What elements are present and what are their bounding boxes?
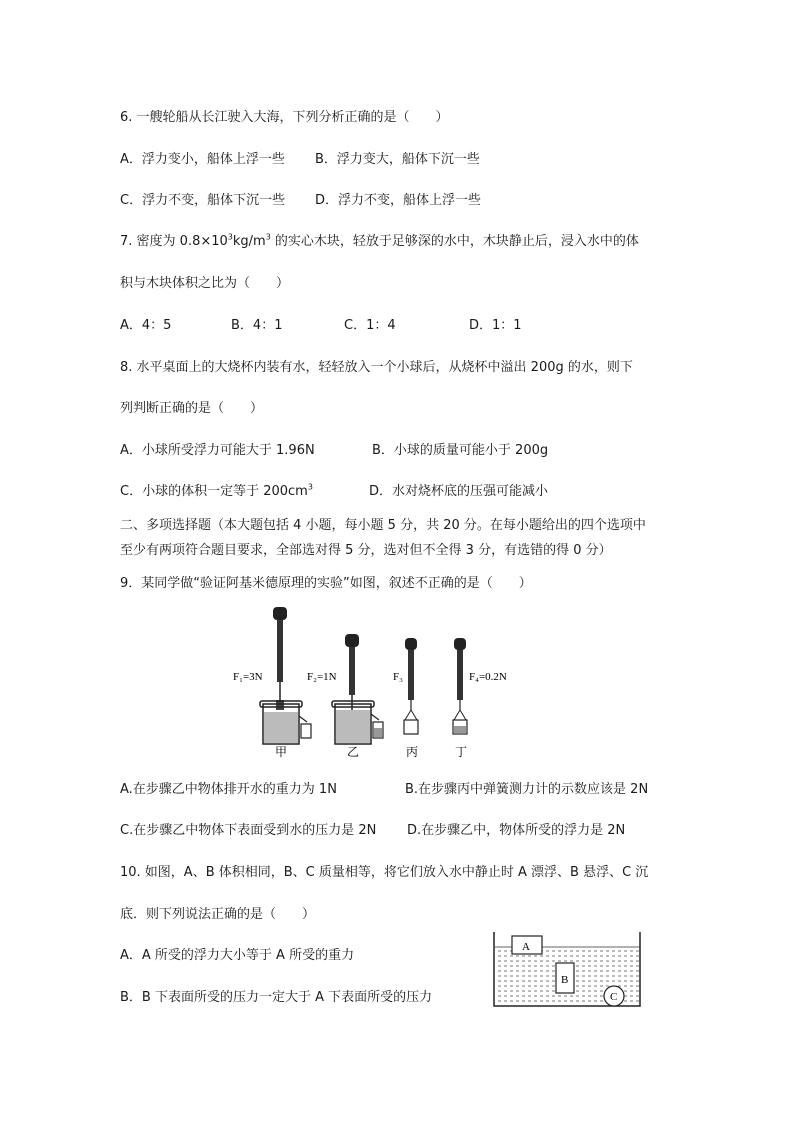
q8-option-b: B．小球的质量可能小于 200g — [372, 443, 549, 458]
q7-option-c: C．1：4 — [344, 318, 396, 333]
q6-option-a: A．浮力变小，船体上浮一些 — [120, 152, 285, 167]
q7-stem-rest: 的实心木块，轻放于足够深的水中，木块静止后，浸入水中的体 — [270, 234, 639, 249]
label-f2: F₂=1N — [307, 671, 337, 683]
label-jia: 甲 — [275, 745, 288, 759]
q7-option-b: B．4：1 — [231, 318, 283, 333]
q7-stem-unit: kg/m — [232, 234, 266, 249]
q7-exponent: 3 — [265, 232, 271, 242]
q8-option-a: A．小球所受浮力可能大于 1.96N — [120, 443, 315, 458]
section2-heading-line2: 至少有两项符合题目要求，全部选对得 5 分，选对但不全得 3 分，有选错的得 0 分） — [120, 543, 612, 558]
q7-stem — [120, 233, 639, 251]
label-f1: F₁=3N — [233, 671, 263, 683]
q9-figure — [225, 604, 525, 759]
q9-option-a: A.在步骤乙中物体排开水的重力为 1N — [120, 782, 337, 797]
q6-option-d: D．浮力不变，船体上浮一些 — [315, 193, 482, 208]
q9-option-c: C.在步骤乙中物体下表面受到水的压力是 2N — [120, 823, 377, 838]
scale-jia — [260, 607, 311, 744]
label-f3: F₃ — [393, 671, 403, 683]
q10-stem-line2: 底．则下列说法正确的是（ ） — [120, 907, 316, 922]
q7-stem-line2: 积与木块体积之比为（ ） — [120, 276, 290, 291]
q10-option-b: B．B 下表面所受的压力一定大于 A 下表面所受的压力 — [120, 990, 433, 1005]
section2-heading-line1: 二、多项选择题（本大题包括 4 小题，每小题 5 分，共 20 分。在每小题给出的四个选项中 — [120, 518, 646, 533]
label-f4: F₄=0.2N — [469, 671, 507, 683]
q7-option-d: D．1：1 — [469, 318, 522, 333]
q10-figure — [492, 929, 642, 1009]
label-c: C — [610, 991, 618, 1003]
q8-exponent: 3 — [307, 482, 313, 492]
q6-stem: 6. 一艘轮船从长江驶入大海，下列分析正确的是（ ） — [120, 110, 449, 125]
q8-option-c-text: C．小球的体积一定等于 200cm — [120, 484, 308, 499]
scale-bing — [404, 638, 418, 734]
q8-option-d: D．水对烧杯底的压强可能减小 — [369, 484, 549, 499]
q9-stem: 9．某同学做“验证阿基米德原理的实验”如图，叙述不正确的是（ ） — [120, 576, 532, 591]
q8-option-c — [120, 483, 313, 501]
label-a: A — [522, 941, 530, 953]
q6-option-c: C．浮力不变，船体下沉一些 — [120, 193, 286, 208]
q10-stem: 10. 如图，A、B 体积相同，B、C 质量相等，将它们放入水中静止时 A 漂浮、B 悬浮、C 沉 — [120, 865, 649, 880]
q7-option-a: A．4：5 — [120, 318, 172, 333]
scale-yi — [332, 634, 383, 744]
scale-ding — [453, 638, 467, 734]
label-ding: 丁 — [455, 745, 468, 759]
q7-stem-part: 7. 密度为 0.8×10 — [120, 234, 228, 249]
q8-stem: 8. 水平桌面上的大烧杯内装有水，轻轻放入一个小球后，从烧杯中溢出 200g 的水，则下 — [120, 360, 633, 375]
q6-option-b: B．浮力变大，船体下沉一些 — [315, 152, 480, 167]
q10-option-a: A．A 所受的浮力大小等于 A 所受的重力 — [120, 948, 355, 963]
q9-option-d: D.在步骤乙中，物体所受的浮力是 2N — [407, 823, 626, 838]
label-b: B — [561, 974, 569, 986]
q7-exponent: 3 — [227, 232, 233, 242]
q9-option-b: B.在步骤丙中弹簧测力计的示数应该是 2N — [405, 782, 649, 797]
q8-stem-line2: 列判断正确的是（ ） — [120, 401, 264, 416]
label-bing: 丙 — [406, 745, 419, 759]
label-yi: 乙 — [347, 745, 360, 759]
